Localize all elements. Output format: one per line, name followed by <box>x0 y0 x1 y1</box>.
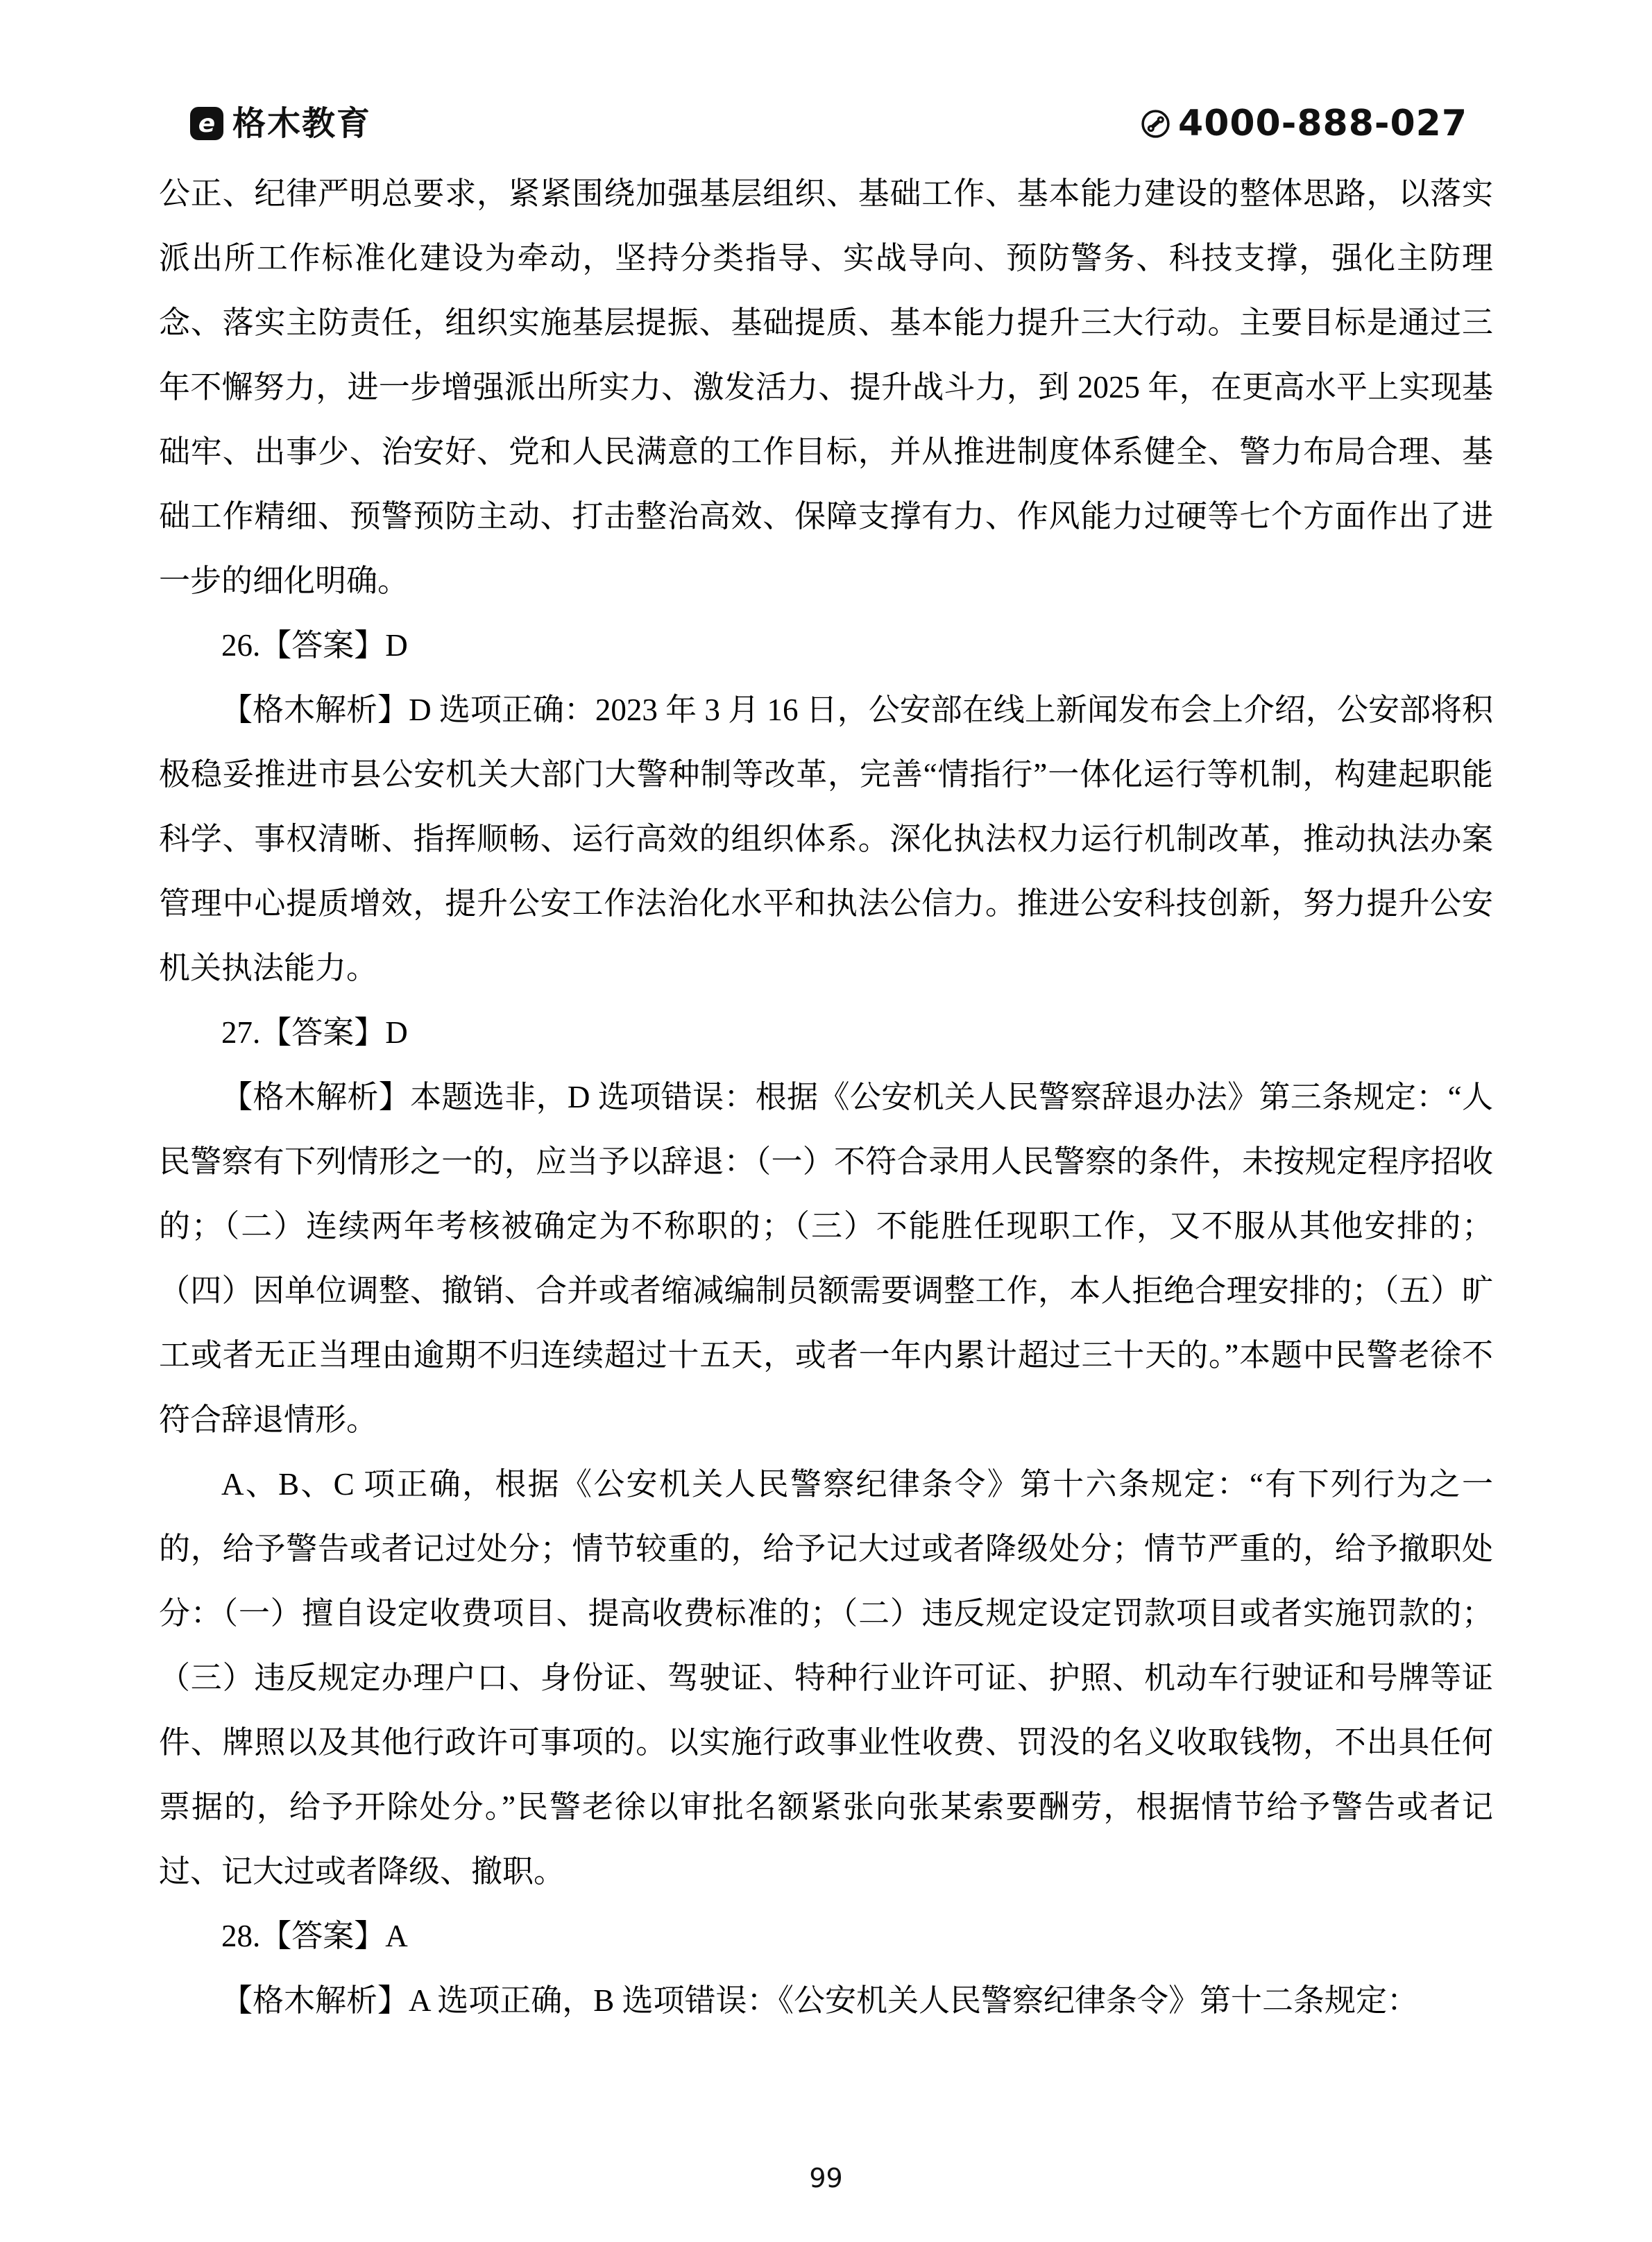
answer-line-26: 26.【答案】D <box>221 628 408 663</box>
brand <box>190 104 372 143</box>
contact-phone <box>1141 105 1467 142</box>
paragraph-continuation: 公正、纪律严明总要求，紧紧围绕加强基层组织、基础工作、基本能力建设的整体思路，以落实派出所工作标准化建设为牵动，坚持分类指导、实战导向、预防警务、科技支撑，强化主防理念、落实主防责任，组织实施基层提振、基础提质、基本能力提升三大行动。主要目标是通过三年不懈努力，进一步增强派出所实力、激发活力、提升战斗力，到 2025 年，在更高水平上实现基础牢、出事少、治安好、党和人民满意的工作目标，并从推进制度体系健全、警力布局合理、基础工作精细、预警预防主动、打击整治高效、保障支撑有力、作风能力过硬等七个方面作出了进一步的细化明确。 <box>159 176 1493 598</box>
phone-icon <box>1141 109 1170 139</box>
analysis-27: 【格木解析】本题选非，D 选项错误：根据《公安机关人民警察辞退办法》第三条规定：“人民警察有下列情形之一的，应当予以辞退：（一）不符合录用人民警察的条件，未按规定程序招收的；（二）连续两年考核被确定为不称职的；（三）不能胜任现职工作，又不服从其他安排的；（四）因单位调整、撤销、合并或者缩减编制员额需要调整工作，本人拒绝合理安排的；（五）旷工或者无正当理由逾期不归连续超过十五天，或者一年内累计超过三十天的。”本题中民警老徐不符合辞退情形。 <box>159 1080 1493 1437</box>
analysis-27-abc: A、B、C 项正确，根据《公安机关人民警察纪律条令》第十六条规定：“有下列行为之一的，给予警告或者记过处分；情节较重的，给予记大过或者降级处分；情节严重的，给予撤职处分：（一）擅自设定收费项目、提高收费标准的；（二）违反规定设定罚款项目或者实施罚款的；（三）违反规定办理户口、身份证、驾驶证、特种行业许可证、护照、机动车行驶证和号牌等证件、牌照以及其他行政许可事项的。以实施行政事业性收费、罚没的名义收取钱物，不出具任何票据的，给予开除处分。”民警老徐以审批名额紧张向张某索要酬劳，根据情节给予警告或者记过、记大过或者降级、撤职。 <box>159 1467 1493 1889</box>
page-footer <box>0 2165 1652 2191</box>
gemu-logo-icon <box>190 107 223 140</box>
svg-text:e: e <box>198 110 216 138</box>
page-header <box>190 105 1467 142</box>
brand-name: 格木教育 <box>232 104 372 143</box>
analysis-28: 【格木解析】A 选项正确，B 选项错误：《公安机关人民警察纪律条令》第十二条规定： <box>221 1983 1419 2018</box>
answer-line-28: 28.【答案】A <box>221 1919 408 1953</box>
analysis-26: 【格木解析】D 选项正确：2023 年 3 月 16 日，公安部在线上新闻发布会上介绍，公安部将积极稳妥推进市县公安机关大部门大警种制等改革，完善“情指行”一体化运行等机制，构建起职能科学、事权清晰、指挥顺畅、运行高效的组织体系。深化执法权力运行机制改革，推动执法办案管理中心提质增效，提升公安工作法治化水平和执法公信力。推进公安科技创新，努力提升公安机关执法能力。 <box>159 693 1493 985</box>
answer-line-27: 27.【答案】D <box>221 1015 408 1050</box>
document-body <box>159 162 1493 2033</box>
phone-number: 4000-888-027 <box>1178 103 1467 144</box>
page-number: 99 <box>809 2163 843 2193</box>
